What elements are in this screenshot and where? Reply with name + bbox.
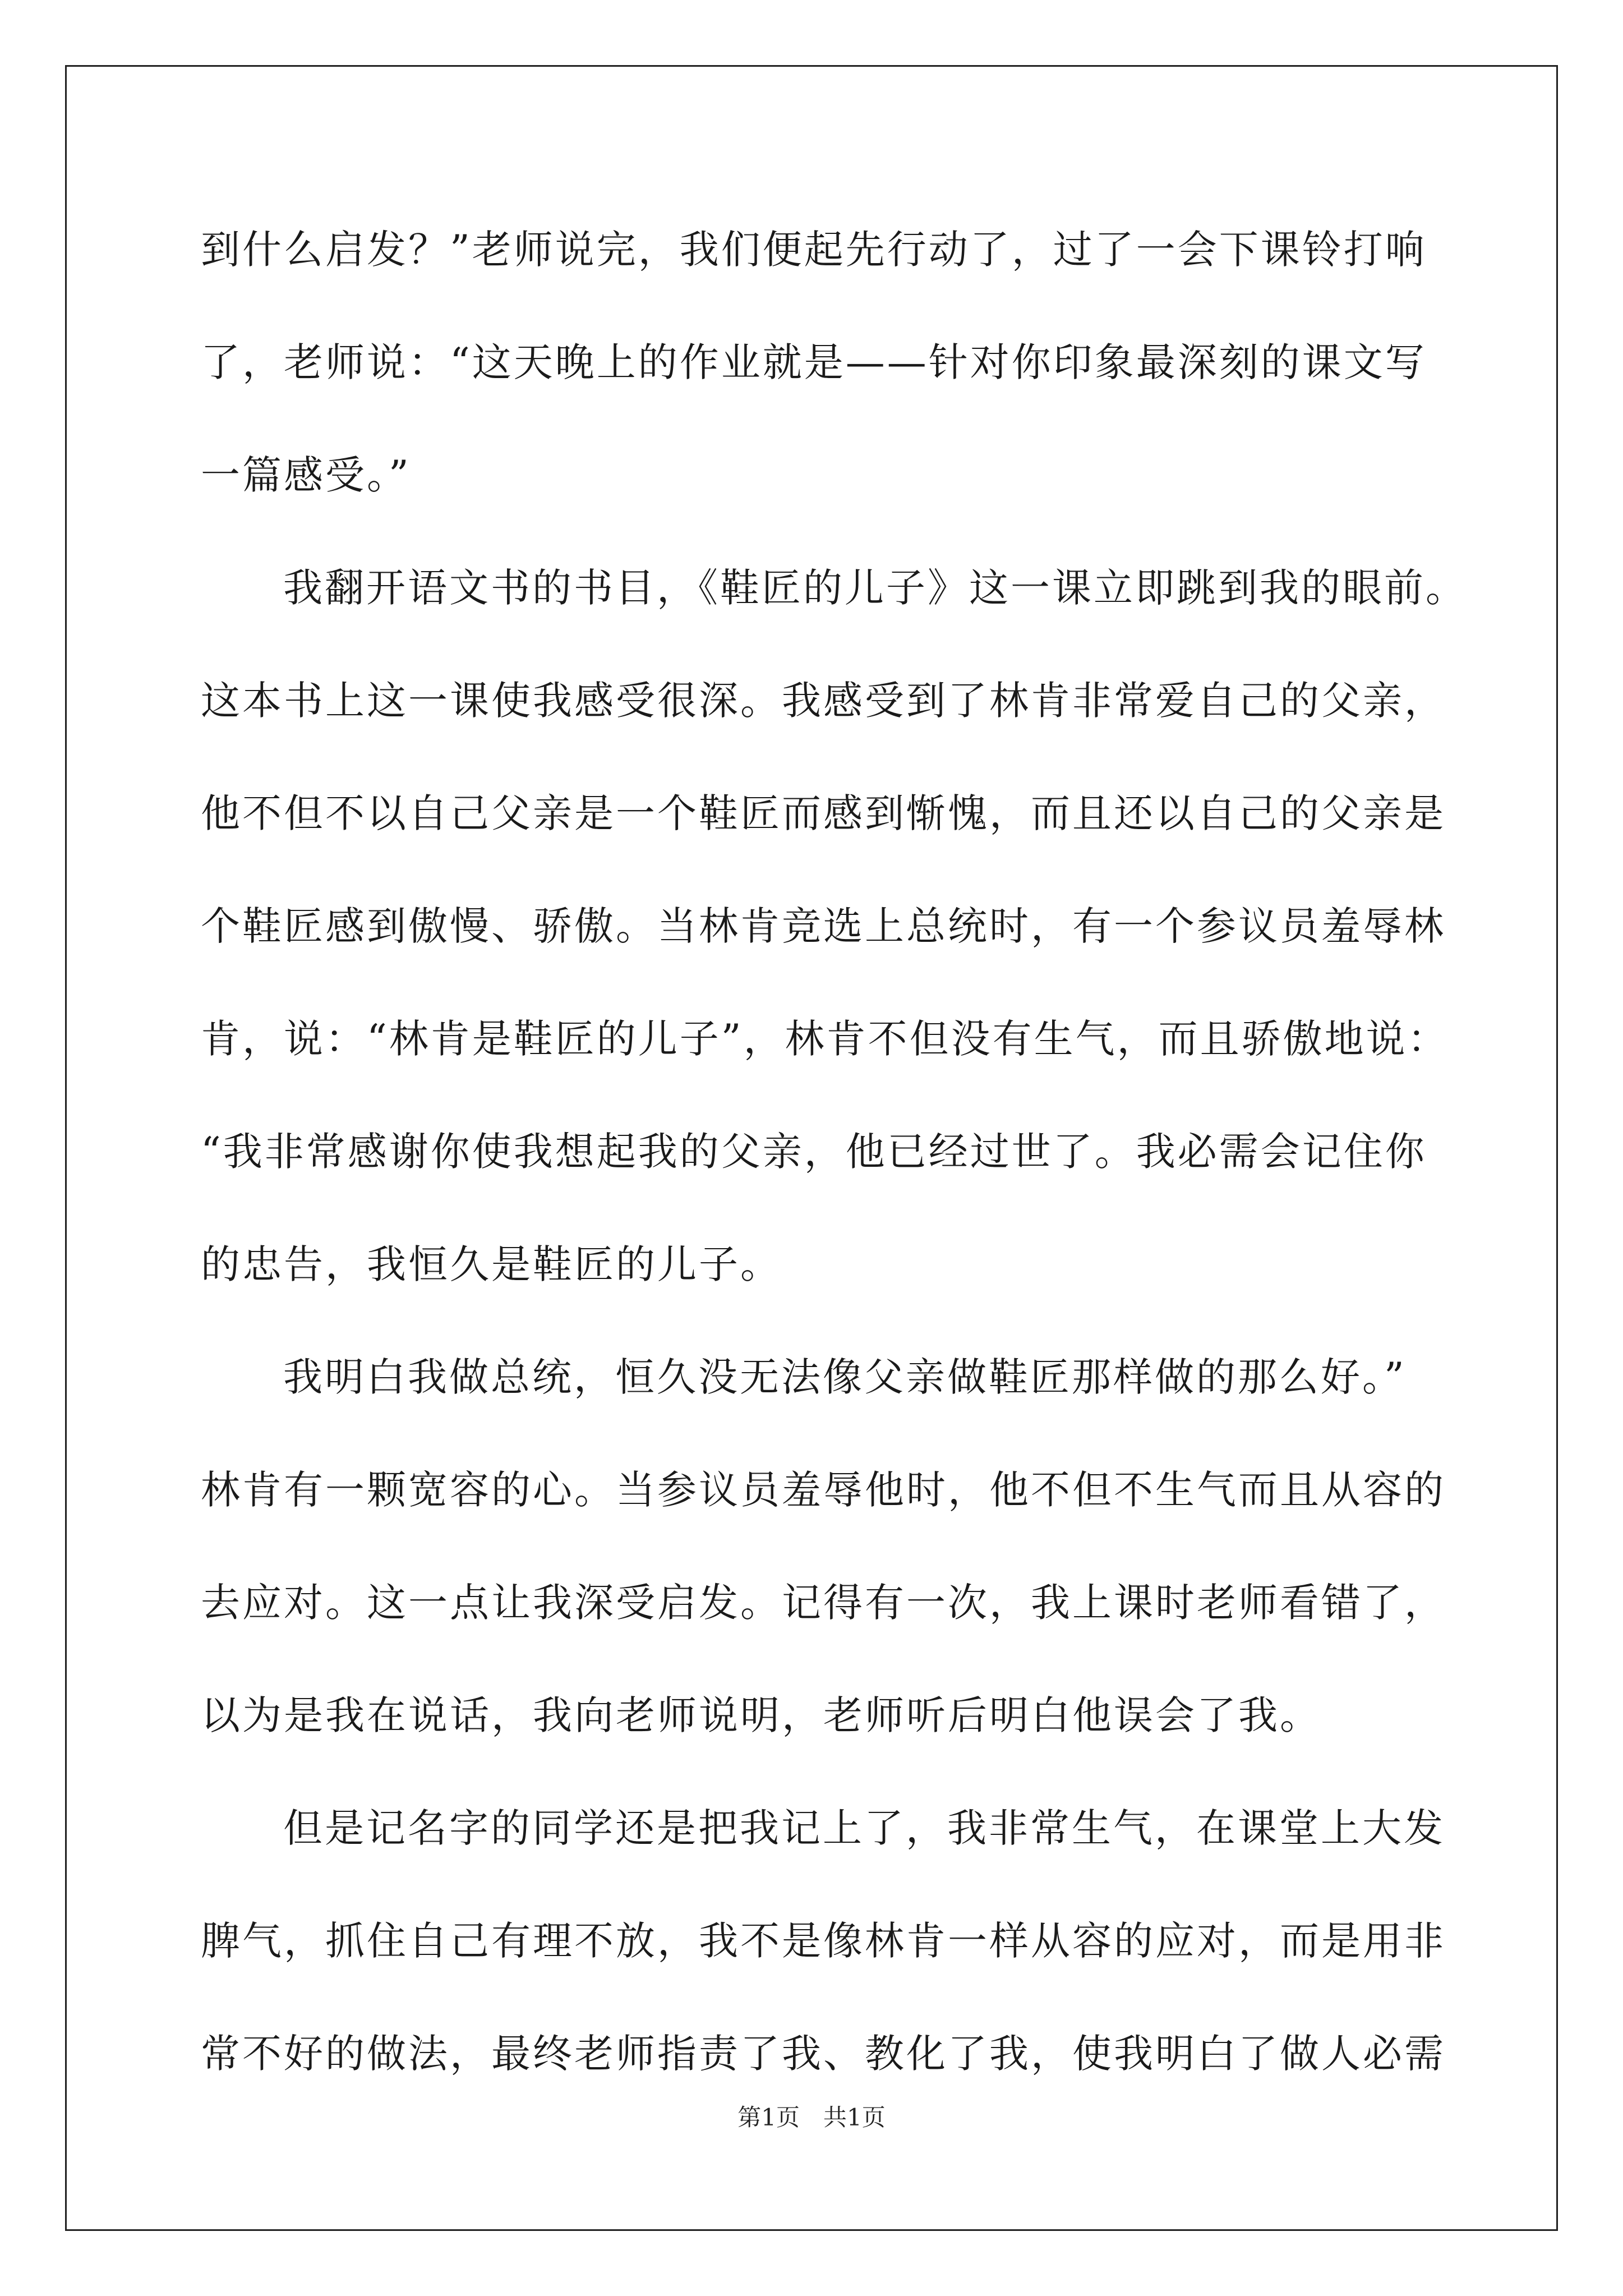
text-line: 去应对。这一点让我深受启发。记得有一次，我上课时老师看错了， xyxy=(201,1580,1446,1626)
text-line: 林肯有一颗宽容的心。当参议员羞辱他时，他不但不生气而且从容的 xyxy=(201,1467,1446,1513)
text-line: 一篇感受。” xyxy=(201,452,411,498)
text-line: 常不好的做法，最终老师指责了我、教化了我，使我明白了做人必需 xyxy=(201,2031,1446,2077)
text-line: 的忠告，我恒久是鞋匠的儿子。 xyxy=(201,1241,782,1287)
paragraph-first-line: 我明白我做总统，恒久没无法像父亲做鞋匠那样做的那么好。” xyxy=(283,1354,1407,1400)
text-line: “我非常感谢你使我想起我的父亲，他已经过世了。我必需会记住你 xyxy=(201,1129,1427,1175)
text-line: 脾气，抓住自己有理不放，我不是像林肯一样从容的应对，而是用非 xyxy=(201,1918,1446,1964)
text-line: 肯，说：“林肯是鞋匠的儿子”，林肯不但没有生气，而且骄傲地说： xyxy=(201,1016,1449,1062)
text-line: 他不但不以自己父亲是一个鞋匠而感到惭愧，而且还以自己的父亲是 xyxy=(201,790,1446,836)
text-line: 了，老师说：“这天晚上的作业就是——针对你印象最深刻的课文写 xyxy=(201,339,1427,385)
paragraph-first-line: 我翻开语文书的书目，《鞋匠的儿子》这一课立即跳到我的眼前。 xyxy=(283,565,1467,611)
text-line: 这本书上这一课使我感受很深。我感受到了林肯非常爱自己的父亲， xyxy=(201,678,1446,724)
text-line: 以为是我在说话，我向老师说明，老师听后明白他误会了我。 xyxy=(201,1692,1321,1738)
page-number-footer: 第1页 共1页 xyxy=(737,2104,886,2131)
text-line: 个鞋匠感到傲慢、骄傲。当林肯竞选上总统时，有一个参议员羞辱林 xyxy=(201,903,1446,949)
paragraph-first-line: 但是记名字的同学还是把我记上了，我非常生气，在课堂上大发 xyxy=(283,1805,1445,1851)
text-line: 到什么启发？”老师说完，我们便起先行动了，过了一会下课铃打响 xyxy=(201,227,1427,273)
